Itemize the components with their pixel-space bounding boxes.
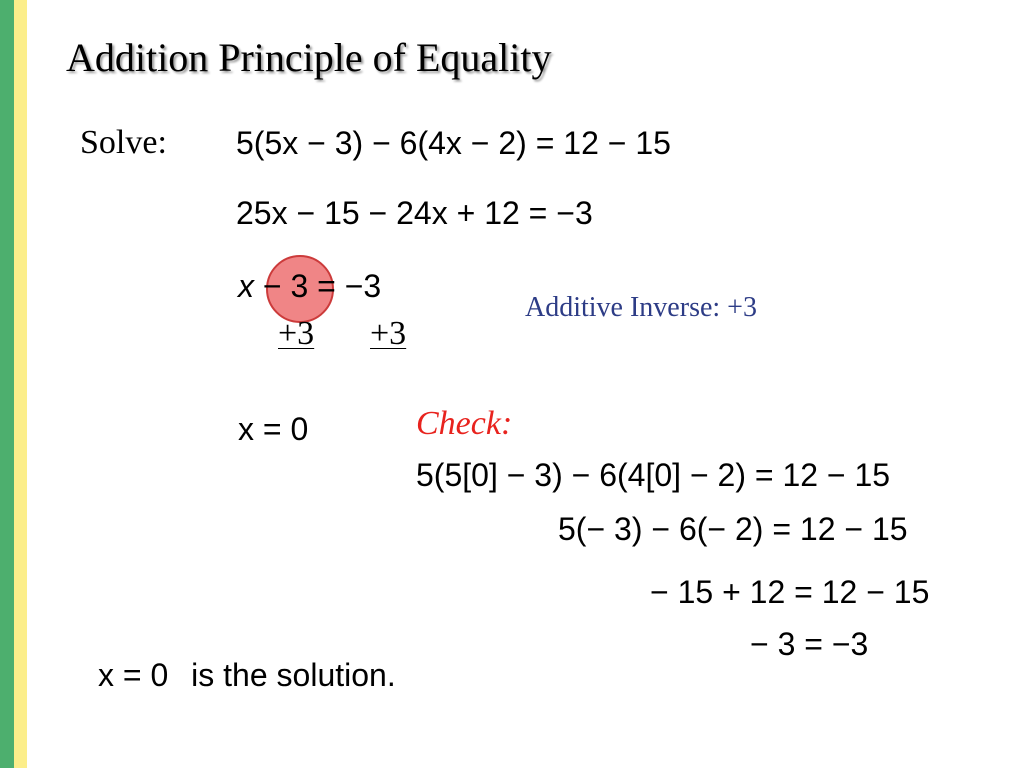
check-line-3: − 15 + 12 = 12 − 15 — [650, 574, 930, 610]
equation-line-1: 5(5x − 3) − 6(4x − 2) = 12 − 15 — [236, 125, 671, 161]
circled-term: − 3 — [262, 268, 309, 304]
conclusion — [98, 656, 396, 694]
check-line-1: 5(5[0] − 3) − 6(4[0] − 2) = 12 − 15 — [416, 457, 891, 493]
equation-line-3 — [238, 267, 381, 305]
left-accent-bar-yellow — [14, 0, 27, 768]
check-label: Check: — [416, 405, 513, 442]
additive-inverse-note: Additive Inverse: +3 — [525, 292, 757, 323]
check-line-2: 5(− 3) − 6(− 2) = 12 − 15 — [558, 511, 908, 547]
slide-title: Addition Principle of Equality — [66, 35, 552, 80]
conclusion-equation: x = 0 — [98, 657, 169, 693]
variable-x: x — [238, 268, 254, 304]
equation-line-3-rhs: = −3 — [317, 268, 382, 304]
add-three-left: +3 — [278, 315, 315, 352]
left-accent-bar-green — [0, 0, 14, 768]
add-three-right: +3 — [370, 315, 407, 352]
check-line-4: − 3 = −3 — [750, 626, 869, 662]
equation-line-2: 25x − 15 − 24x + 12 = −3 — [236, 195, 593, 231]
conclusion-text: is the solution. — [191, 657, 396, 693]
solve-label: Solve: — [80, 124, 167, 161]
result-equation: x = 0 — [238, 411, 309, 447]
